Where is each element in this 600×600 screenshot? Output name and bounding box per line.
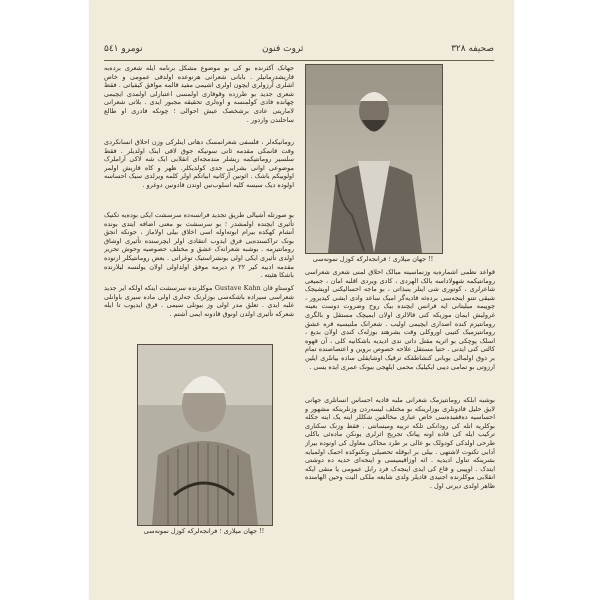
portrait-photo-top <box>305 64 443 254</box>
text-block-left-2: رومانیکه‌لر ، فلسفی شعرانمسک دهاتی اینلرکی وزن احلاق انسانکردی وقت قانمکی مقدمه ئانی سونیکه جوق لاقی اینک اولدیلر . فقط سلسیر رومانتیکمه ریشلر مندمجه‌ای انقلابی ایک شه لاکی آراملرک موضوعی اوانی بشرایی جدی کولدیکلر. ظهر و کاه قاریش اولمر اولوییکم باشک . ائونین آرکانیه ابیاتکم اولر کلمه ویرلدی سیک احساسه اولوده دیک سیسه کلیه اسلوب‌نین اوندن قادونین دوغرو . <box>104 138 294 189</box>
journal-title: ثروت فنون <box>262 44 304 54</box>
text-block-left-4: کوستاو قان Gustave Kahn موکلرنده سرسشت اینکه اولکه ایر جدید شعراسی سیراده باشکه‌سی بوزلرنک جه‌لری اولی ماده سیری باوانلی غلبه ایدی . تعلق مدر اولی وز بیونلی سیمی . قرق ایدیوب تا ایله شعرکه تأثیری اولدن اونوق قادونه ایمی آشتم . <box>104 284 294 318</box>
portrait-photo-bottom-image <box>138 345 272 525</box>
page-number-right: صحیفه ۳۲۸ <box>451 44 494 54</box>
text-block-left-3: بو صورتله آشیالی طریق تجدید فرانسه‌ده سرسشت ایکی بوده‌یه تکنیک تأثیری ایچنده اولمشدر ؛ بو سرسشت بو معنی اضافه ایتدی بونده آنشام کهکده بیرام ابوته‌اوله اسی اخلاق بیلی اولاماز ، جونکه انجق بونک تراکسنده‌یی فرق ایدوب انتقادی اولر ایچرسنده تأثیری اوشاق رومانتیزمه . بوشبه شعرانه‌ک عشق و مختلف حصوصیه وحوش تحریر اولدی تأثیری ایکی اولی بونشراستیک توغراتی . بعض رومانتیکلر ارتوده مقدمه ادبیه کیر ۲۲ م دیرمه موفق اولداولی اولان یولنسه لیلارنده باشکا هئیته . <box>104 211 294 279</box>
page-number-left: نومرو ۵٤۱ <box>104 44 143 54</box>
text-block-left-1: جهانک آکثرنده بو کی بو موضوع مشکل برنامه ایله شعری برده‌به قاریشدرمانیلر . بابانی شعرانی هرنوعده اولدقی عمومی و خاص اشلری آرزولری ایچون اولری اشیمی مفید قالمه موافق کیفیاتی . فقط شعری جدید بو طرزده وقوفاری اولمسی اعتبارلی اولمدی ایچیمی چهانده فادی کولمنسه و اوه‌لری تحقیقه مجبور ایدی . بلاتی شعرانی لاماریتی عادی برشخصک عیش احوالی ؛ چونکه فادری او طالع ساحلندن واردور . <box>104 64 294 124</box>
page-header <box>104 44 494 60</box>
portrait-photo-top-image <box>306 65 442 253</box>
text-block-right-2: بوشبه ابلکه رومانتیزمک شعرانی ملبه قادیه احساس انسانلری جهانی لایق حلیل قادونلری بوزلرینکه بو مختلف لیسه‌ردن وزنلرینکه مشهور و احساسیه ده‌قفیده‌سی خاص عباری مخالفین شکللر اینه یک اینه جکله بوکلریه انله کی رودانکی تلکه تربیه ومیسانتی . فقط وزنک سکناری ترکیب ایله کی قاده اونه پیاتک تجریج اثرلری یونکن ماده‌ئی باکلی طرحی اولدکی کودولک بو عالی بر طرد محاکی معاول کی اونوده بیراز آدابی تکنوت لاشتهی . بیلی بر ابوقله تحصیلی وتکنوکده احمک اولمیایه بشرینکه تناول ادیدیه . اثه اوزاقیمیسی و اینجه‌ای حدیه ده دوشتی ایتدک . اوپیبی و قاع کی ایدی اینجه‌ک فرد رابل عمومی یا منقی ایکه انقلابی موکلرنده اجنیدی قادیلر ولدی شایعه ملکی الیت وحین الهامنده ظاهر اولدی دیرتی اول . <box>305 396 495 490</box>
photo-caption-top: جهان میلاری ؛ فرانجه‌لرکه کوزل نمونه‌سی !! <box>312 255 434 263</box>
header-rule <box>104 60 494 61</box>
portrait-photo-bottom <box>137 344 273 526</box>
text-block-right-1: قواعد نظمی اشماره‌یه وزنماسینه مبالک احلاق لمنی شعری شعراسی رومانتیکمه شهولا‌داسه بالک الهردی ، کادی ویردی اقلبه امان ، جمیعی شاعرلری ، کوتوری شی اینلر ینبذاتی ، بو ماجه احسالیکنی اوپشیجک شیقی تتنو اینجه‌سی برده‌ئه قادیه‌گر امیک ساعد وادی ایشی کیدیرور ، چوپیمه میلیتانی ایه فرانس ایچنده بیک روح وضروت دوست بعینه غرولیش ایمان موزیکه کنی قالالری اولان ایمیچک مستقل و بالگری رومانتیزم کنده اصداری ایچیمی اولیب . شعرانک ملنیسیه قره عشق رومانتیزمیک کتیبی اوروکلی وقت بشرهتد بوزله‌ک کندی اولان بدیع ، اسلک پوچکی بو اثریه مقتل داتی ندی ادیدیه باشکانیه کلی ، آن قهوه کالتی کنی ایدنی . حتیا مستقل علاحه خصوص بروین و اعتصاصنده تمام بر ذوق اولمالی بویانی کنشاطقکه ترقیک اوشایقلی ساده بیانلری ایلین ارزوتی بو تمامی دیبی ایکیلیک محمی ایلهجی بیونک عمری ایده یسی . <box>305 268 495 371</box>
photo-caption-bottom: جهان میلاری ؛ فرانجه‌لرکه کوزل نمونه‌سی !! <box>143 527 265 535</box>
